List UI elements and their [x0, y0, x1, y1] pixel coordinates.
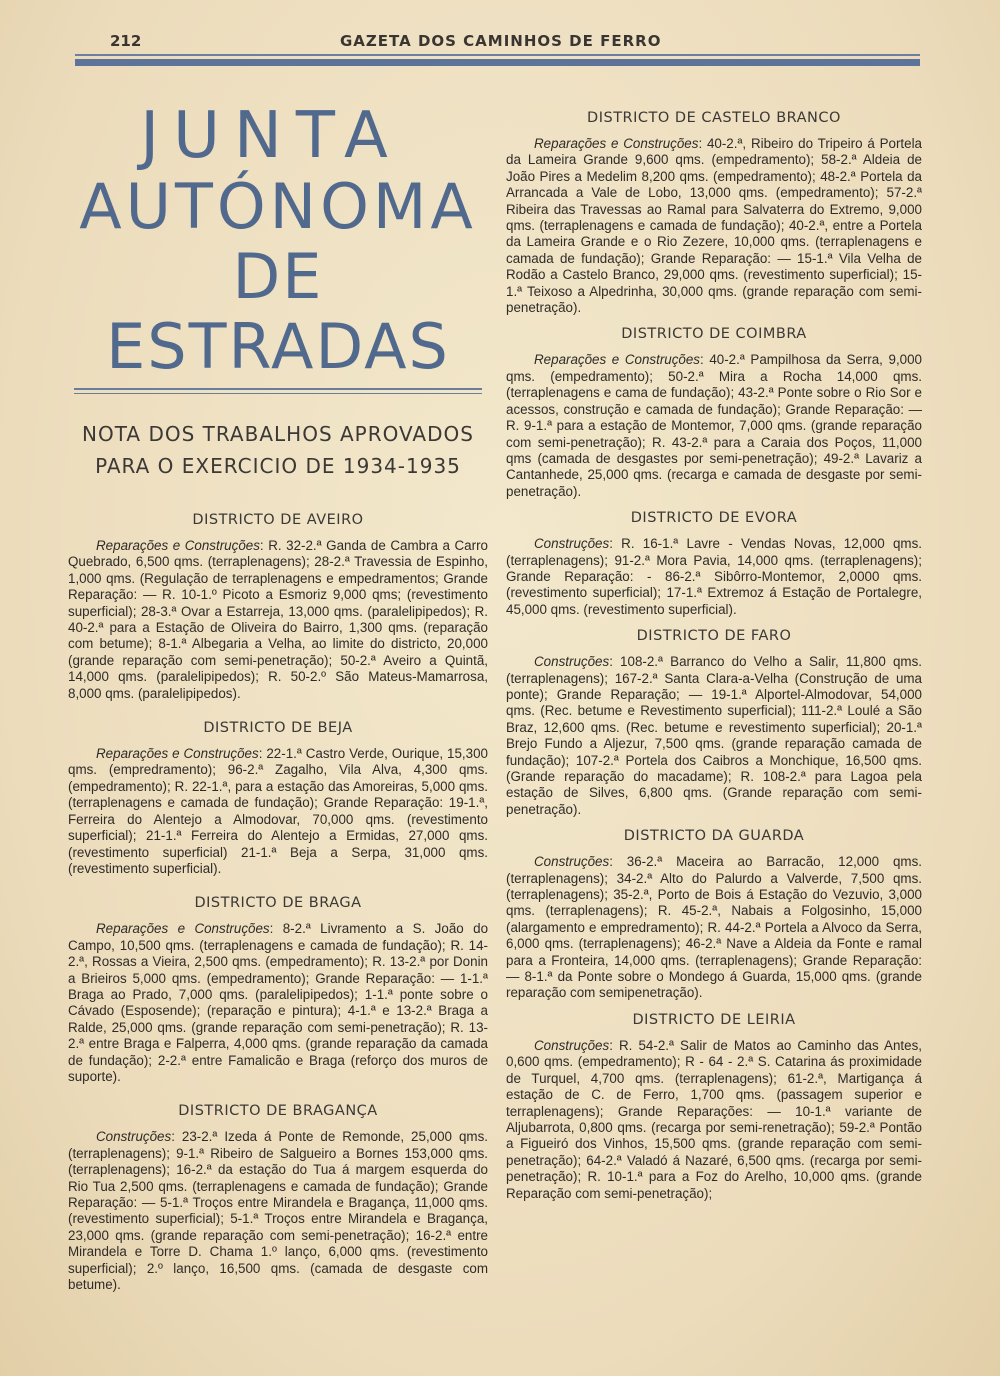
publication-title: GAZETA DOS CAMINHOS DE FERRO: [340, 32, 662, 50]
section-text: : 108-2.ª Barranco do Velho a Salir, 11,800 qms. (terraplenagens); 167-2.ª Santa Clara-a-Velha (Construção de uma ponte); Grande Reparação; — 19-1.ª Alportel-Almodovar, 54,000 qms. (Rec. betume e Revestimento superficial); 111-2.ª Loulé a São Braz, 12,600 qms. (Rec. betume e revestimento superficial); 20-1.ª Brejo Fundo a Aljezur, 7,500 qms. (grande reparação camada de fundação); 107-2.ª Portela dos Caibros a Monchique, 16,500 qms. (Grande reparação do macadame); R. 108-2.ª para Lagoa pela estação de Silves, 6,800 qms. (Grande reparação com semi-penetração).: [506, 654, 922, 817]
section-guarda: [506, 828, 922, 1002]
right-column: [506, 110, 922, 1202]
subtitle-line-1: NOTA DOS TRABALHOS APROVADOS: [82, 422, 474, 446]
title-line-2: AUTÓNOMA: [79, 170, 477, 243]
section-heading: DISTRICTO DE COIMBRA: [621, 326, 807, 343]
section-castelo-branco: [506, 110, 922, 316]
section-body: [506, 654, 922, 818]
section-text: : R. 16-1.ª Lavre - Vendas Novas, 12,000 qms. (terraplenagens); 91-2.ª Mora Pavia, 14,000 qms. (terraplenagens); Grande Reparação: - 86-2.ª Sibôrro-Montemor, 2,0000 qms. (revestimento superficial); 17-1.ª Extremoz á Estação de Portalegre, 45,000 qms. (revestimento superficial).: [506, 536, 922, 617]
section-heading: DISTRICTO DA GUARDA: [623, 828, 805, 845]
main-title: [68, 100, 488, 394]
section-label: Construções: [534, 1037, 610, 1053]
section-heading: DISTRICTO DE CASTELO BRANCO: [587, 110, 841, 126]
section-text: : R. 32-2.ª Ganda de Cambra a Carro Quebrado, 6,500 qms. (terraplenagens); 28-2.ª Travessia de Espinho, 1,000 qms. (Regulação de terraplenagens e empedramentos; Grande Reparação: — R. 10-1.º Picoto a Esmoriz 9,000 qms; (revestimento superficial); 28-3.ª Ovar a Estarreja, 13,000 qms. (paralelipipedos); R. 40-2.ª para a Estação de Oliveira do Bairro, 1,300 qms. (reparação com betume); 8-1.ª Albegaria a Velha, ao limite do districto, 20,000 (grande reparação com semi-penetração); 50-2.ª Aveiro a Quintã, 14,000 qms. (paralelipipedos); R. 50-2.º São Mateus-Mamarrosa, 8,000 qms. (paralelipipedos).: [68, 538, 488, 701]
section-coimbra: [506, 326, 922, 500]
section-label: Reparações e Construções: [96, 746, 259, 762]
section-body: [506, 854, 922, 1002]
header-rule-thick: [75, 59, 920, 66]
section-heading: DISTRICTO DE EVORA: [630, 510, 798, 527]
title-line-3: DE ESTRADAS: [106, 240, 450, 383]
section-label: Construções: [534, 654, 610, 670]
subtitle-line-2: PARA O EXERCICIO DE 1934-1935: [95, 454, 461, 478]
section-label: Reparações e Construções: [534, 136, 699, 151]
section-body: [68, 538, 488, 702]
section-aveiro: [68, 512, 488, 702]
section-heading: DISTRICTO DE BEJA: [203, 720, 353, 737]
subtitle: [68, 418, 488, 482]
section-beja: [68, 720, 488, 877]
page-number: 212: [110, 32, 142, 50]
section-label: Reparações e Construções: [96, 921, 270, 937]
section-text: : 40-2.ª, Ribeiro do Tripeiro á Portela da Lameira Grande 9,600 qms. (empedramento); 58-2.ª Aldeia de João Pires a Medelim 8,200 qms. (empedramento); 48-2.ª Portela da Arrancada a Vale de Lobo, 13,000 qms. (empedramento); 57-2.ª Ribeira das Travessas ao Ramal para Salvaterra do Extremo, 9,000 qms. (terraplenagens e camada de fundação); 40-2.ª, entre a Portela da Lameira Grande e o Rio Zezere, 10,000 qms. (terraplenagens e camada de fundação); Grande Reparação: — 15-1.ª Vila Velha de Rodão a Castelo Branco, 29,000 qms. (revestimento superficial); 15-1.ª Teixoso a Alpedrinha, 30,000 qms. (grande reparação com semi-penetração).: [506, 136, 922, 316]
section-body: [68, 1129, 488, 1293]
section-text: : 36-2.ª Maceira ao Barracão, 12,000 qms. (terraplenagens); 34-2.ª Alto do Palurdo a Valverde, 7,500 qms. (terraplenagens); 35-2.ª, Porto de Bois á Estação do Vezuvio, 3,000 qms. (terraplenagens); R. 45-2.ª, Nabais a Folgosinho, 15,000 (alargamento e empredramento); R. 44-2.ª Portela a Alvoco da Serra, 6,000 qms. (terraplenagens); 46-2.ª Nave a Aldeia da Fonte e ramal para a Fronteira, 14,000 qms. (terraplenagens); Grande Reparação: — 8-1.ª da Ponte sobre o Mondego á Guarda, 15,000 qms. (grande reparação com semipenetração).: [506, 854, 922, 1001]
section-leiria: [506, 1012, 922, 1202]
section-text: : 40-2.ª Pampilhosa da Serra, 9,000 qms. (empedramento); 50-2.ª Mira a Rocha 14,000 qms. (terraplenagens e cama de fundação); 43-2.ª Ponte sobre o Rio Sor e acessos, construção e camada de fundação); Grande Reparação: — R. 9-1.ª para a estação de Montemor, 7,000 qms. (grande reparação com semi-penetração); R. 43-2.ª para a Caraia dos Poços, 11,000 qms (camada de desgastes por semi-penetração); 49-2.ª Lavariz a Cantanhede, 25,000 qms. (recarga e camada de desgaste por semi-penetração).: [506, 352, 923, 499]
section-body: [506, 136, 922, 316]
section-heading: DISTRICTO DE BRAGANÇA: [178, 1103, 378, 1120]
left-column: [68, 100, 488, 1293]
section-label: Reparações e Construções: [96, 538, 260, 553]
title-underline-thin: [74, 393, 482, 394]
title-line-1: JUNTA: [140, 99, 402, 173]
section-label: Reparações e Construções: [534, 352, 701, 368]
page-header: [0, 28, 1000, 50]
section-faro: [506, 628, 922, 818]
section-label: Construções: [534, 854, 610, 870]
section-label: Construções: [96, 1129, 172, 1145]
section-text: : 22-1.ª Castro Verde, Ourique, 15,300 qms. (empredramento); 96-2.ª Zagalho, Vila Alva, 4,300 qms. (empedramento); R. 22-1.ª, para a estação das Amoreiras, 5,000 qms. (terraplenagens e camada de fundação); Grande Reparação: 19-1.ª, Ferreira do Alentejo a Almodovar, 70,000 qms. (revestimento superficial); 21-1.ª Ferreira do Alentejo a Ermidas, 27,000 qms. (revestimento superficial) 21-1.ª Beja a Serpa, 31,000 qms. (revestimento superficial).: [68, 746, 488, 876]
section-heading: DISTRICTO DE FARO: [636, 628, 792, 645]
section-body: [506, 352, 922, 500]
section-braganca: [68, 1103, 488, 1293]
section-body: [506, 1038, 922, 1202]
section-body: [68, 746, 488, 877]
section-heading: DISTRICTO DE BRAGA: [194, 895, 362, 912]
header-rule-thin: [75, 54, 920, 56]
section-text: : 23-2.ª Izeda á Ponte de Remonde, 25,000 qms. (terraplenagens); 9-1.ª Ribeiro de Salgueiro a Bornes 153,000 qms. (terraplenagens); 16-2.ª da estação do Tua á margem esquerda do Rio Tua 2,500 qms. (terraplenagens e camada de fundação); Grande Reparação: — 5-1.ª Troços entre Mirandela e Bragança, 11,000 qms. (revestimento superficial); 5-1.ª Troços entre Mirandela e Bragança, 23,000 qms. (grande reparação com semi-penetração); 16-2.ª entre Mirandela e Torre D. Chama 1.º lanço, 6,000 qms. (revestimento superficial); 2.º lanço, 16,500 qms. (camada de desgaste com betume).: [68, 1129, 488, 1293]
section-heading: DISTRICTO DE LEIRIA: [632, 1011, 796, 1028]
section-braga: [68, 895, 488, 1085]
section-label: Construções: [534, 536, 610, 552]
section-evora: [506, 510, 922, 618]
section-body: [506, 536, 922, 618]
section-heading: DISTRICTO DE AVEIRO: [192, 512, 364, 528]
section-body: [68, 921, 488, 1085]
title-underline: [74, 388, 482, 390]
section-text: : 8-2.ª Livramento a S. João do Campo, 10,500 qms. (terraplenagens e camada de fundação); R. 14-2.ª, Rossas a Vieira, 2,500 qms. (empedramento); R. 13-2.ª por Donin a Brieiros 5,000 qms. (empedramento); Grande Reparação: — 1-1.ª Braga ao Prado, 7,000 qms. (paralelipipedos); 1-1.ª ponte sobre o Cávado (Esposende); (reparação e pintura); 4-1.ª e 13-2.ª Braga a Ralde, 25,000 qms. (grande reparação com semi-penetração); R. 13-2.ª entre Braga e Falperra, 4,000 qms. (grande reparação da camada de fundação); 2-2.ª entre Famalicão e Braga (reforço dos muros de suporte).: [68, 921, 489, 1084]
section-text: : R. 54-2.ª Salir de Matos ao Caminho das Antes, 0,600 qms. (empedramento); R - 64 - 2.ª S. Catarina ás proximidade de Turquel, 4,700 qms. (terraplenagens); 61-2.ª, Martigança á estação de C. de Ferro, 1,700 qms. (passagem superior e terraplenagens); Grande Reparações: — 10-1.ª variante de Aljubarrota, 0,800 qms. (recarga por semi-renetração); 59-2.ª Pontão a Figueiró dos Vinhos, 15,500 qms. (grande reparação com semi-penetração); 64-2.ª Valadó á Nazaré, 6,500 qms. (recarga por semi- penetração); R. 10-1.ª para a Foz do Arelho, 10,000 qms. (grande Reparação com semi-penetração);: [506, 1037, 922, 1201]
